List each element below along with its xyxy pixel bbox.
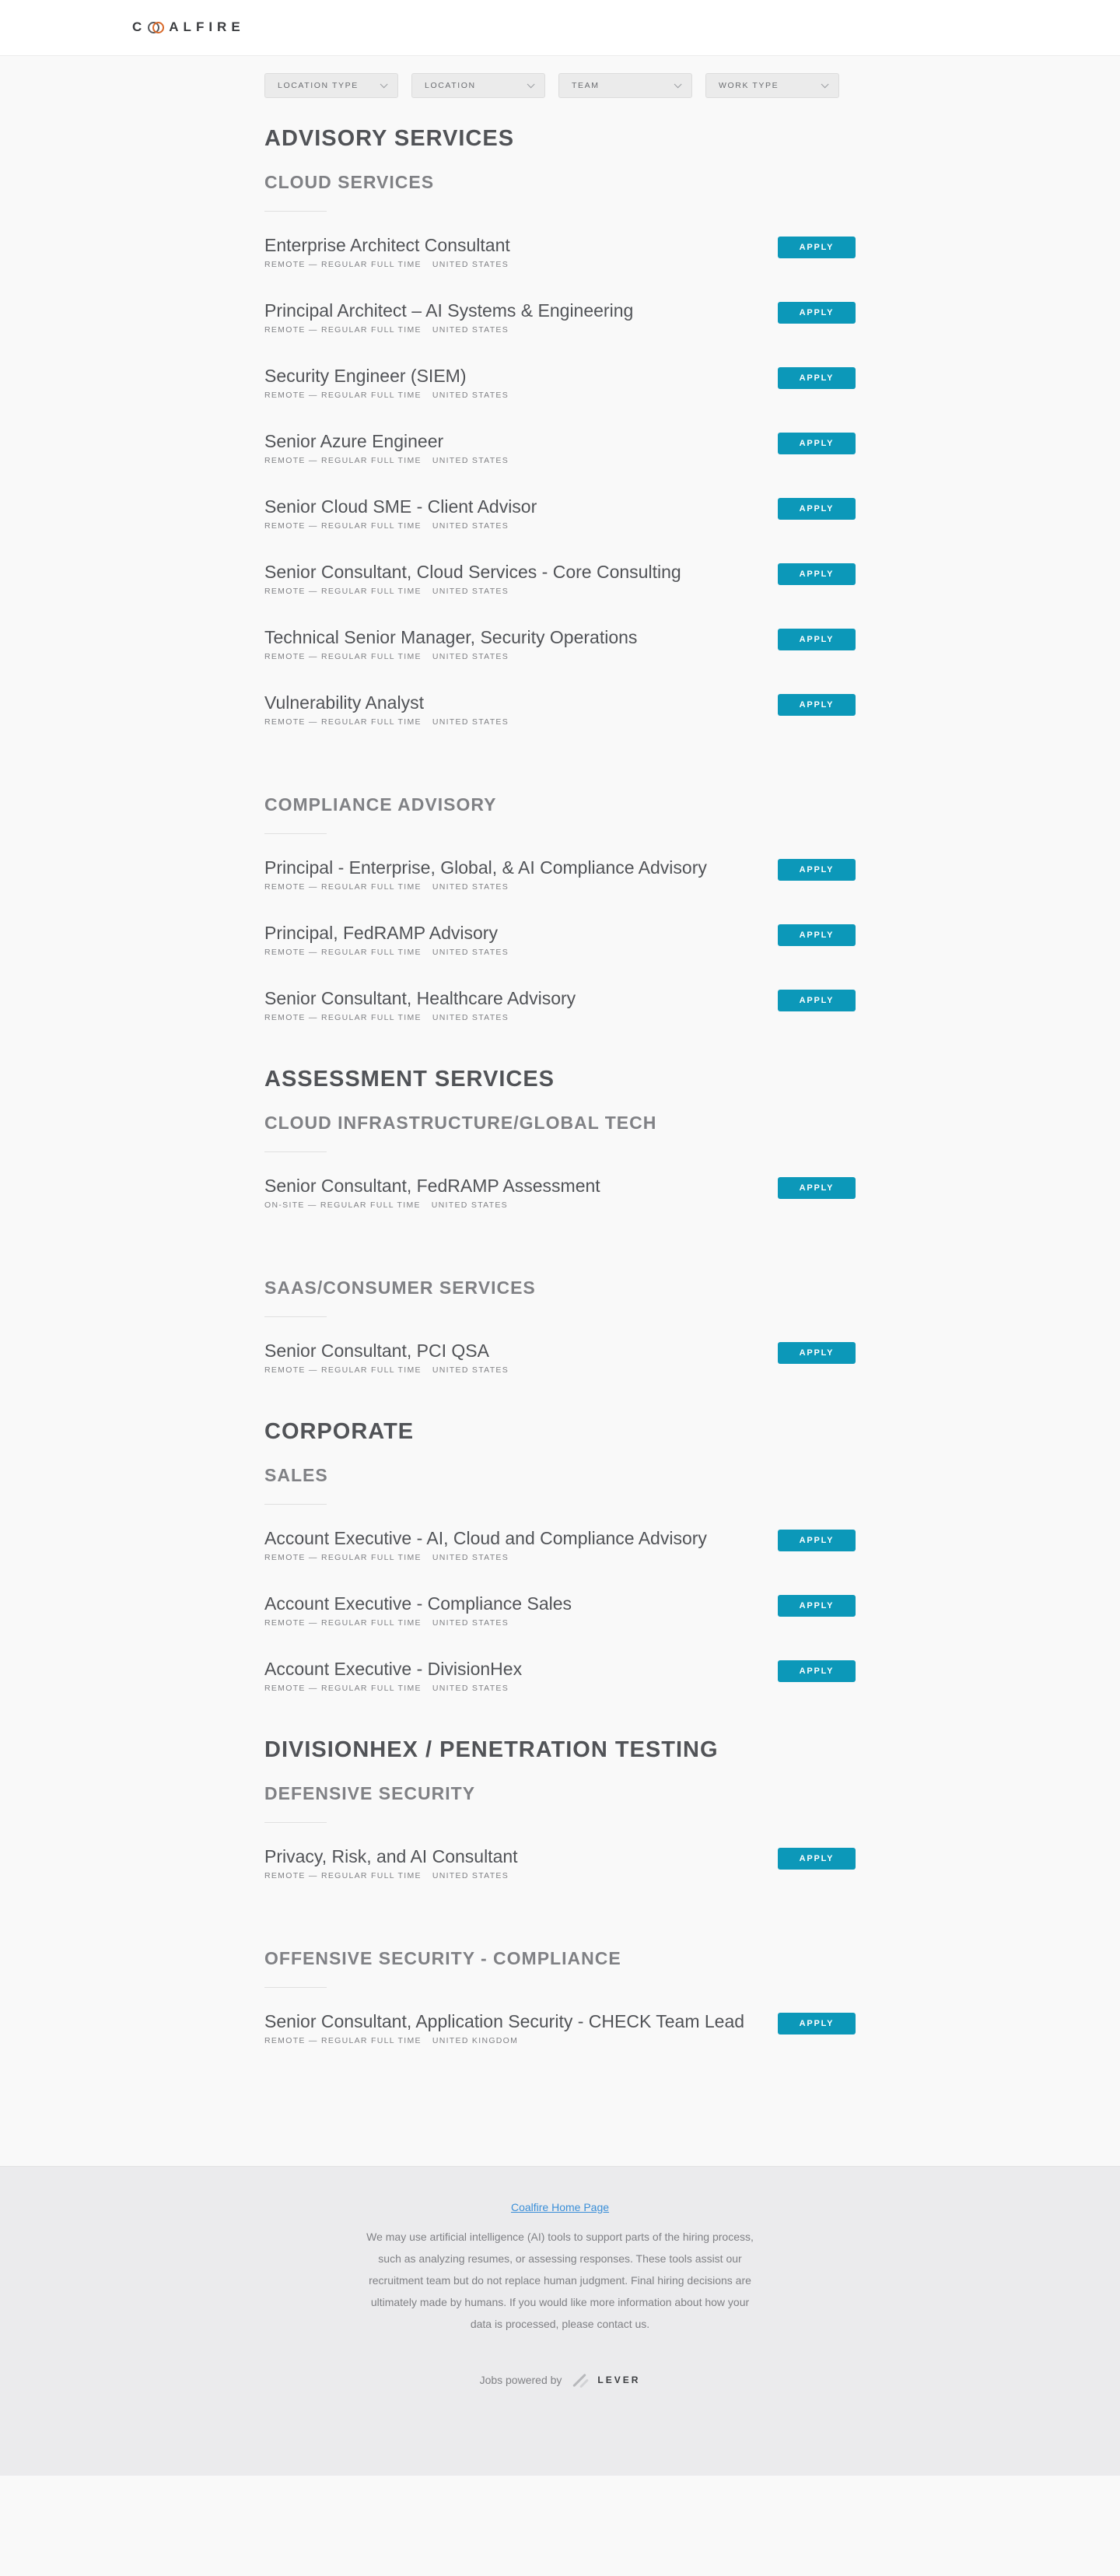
job-location: UNITED STATES: [432, 652, 509, 661]
job-title-link[interactable]: Account Executive - Compliance Sales: [264, 1593, 572, 1614]
job-title-link[interactable]: Senior Consultant, PCI QSA: [264, 1341, 489, 1361]
job-commitment: REMOTE — REGULAR FULL TIME: [264, 587, 422, 596]
logo-letter: C: [132, 19, 147, 34]
coalfire-logo[interactable]: [132, 19, 245, 36]
chevron-down-icon: [527, 80, 535, 88]
job-location: UNITED STATES: [432, 717, 509, 727]
filter-location-type[interactable]: [264, 73, 398, 98]
apply-button[interactable]: APPLY: [778, 367, 856, 389]
apply-button[interactable]: APPLY: [778, 302, 856, 324]
lever-text: LEVER: [597, 2374, 641, 2385]
team-heading: SALES: [264, 1465, 328, 1485]
job-posting[interactable]: [264, 1330, 856, 1396]
job-title-link[interactable]: Senior Consultant, Cloud Services - Core Consulting: [264, 562, 681, 582]
team-heading: SAAS/CONSUMER SERVICES: [264, 1277, 536, 1298]
job-location: UNITED STATES: [432, 1618, 509, 1628]
spacer: [264, 2066, 856, 2166]
divider: [264, 1822, 327, 1823]
job-posting[interactable]: [264, 1649, 856, 1714]
job-posting[interactable]: [264, 552, 856, 617]
filter-label: LOCATION: [425, 81, 476, 90]
job-commitment: REMOTE — REGULAR FULL TIME: [264, 882, 422, 892]
job-commitment: REMOTE — REGULAR FULL TIME: [264, 1553, 422, 1562]
chevron-down-icon: [674, 80, 682, 88]
divider: [264, 1504, 327, 1505]
job-posting[interactable]: [264, 356, 856, 421]
job-posting[interactable]: [264, 225, 856, 290]
divider: [264, 833, 327, 834]
job-meta: [264, 1871, 856, 1880]
footer: [0, 2166, 1120, 2476]
job-meta: [264, 260, 856, 269]
job-title-link[interactable]: Senior Consultant, Application Security - CHECK Team Lead: [264, 2011, 745, 2031]
apply-button[interactable]: APPLY: [778, 924, 856, 946]
divider: [264, 1316, 327, 1317]
department-heading: ASSESSMENT SERVICES: [264, 1067, 555, 1092]
job-commitment: REMOTE — REGULAR FULL TIME: [264, 1684, 422, 1693]
powered-by-text: Jobs powered by: [479, 2374, 562, 2386]
filter-label: TEAM: [572, 81, 600, 90]
job-commitment: REMOTE — REGULAR FULL TIME: [264, 717, 422, 727]
job-commitment: REMOTE — REGULAR FULL TIME: [264, 456, 422, 465]
job-posting[interactable]: [264, 290, 856, 356]
apply-button[interactable]: APPLY: [778, 1177, 856, 1199]
job-commitment: REMOTE — REGULAR FULL TIME: [264, 1013, 422, 1022]
apply-button[interactable]: APPLY: [778, 498, 856, 520]
filter-location[interactable]: [411, 73, 545, 98]
job-posting[interactable]: [264, 421, 856, 486]
job-location: UNITED STATES: [432, 1365, 509, 1375]
team-heading: OFFENSIVE SECURITY - COMPLIANCE: [264, 1948, 621, 1968]
divider: [264, 211, 327, 212]
logo-ring-icon: [148, 22, 159, 33]
departments: [264, 128, 856, 2066]
job-location: UNITED STATES: [432, 1684, 509, 1693]
job-location: UNITED STATES: [432, 587, 509, 596]
job-title-link[interactable]: Account Executive - DivisionHex: [264, 1659, 523, 1679]
top-bar: [0, 0, 1120, 56]
job-meta: [264, 1618, 856, 1628]
filter-label: LOCATION TYPE: [278, 81, 359, 90]
job-posting[interactable]: [264, 847, 856, 913]
job-posting[interactable]: [264, 2001, 856, 2066]
team-heading: CLOUD INFRASTRUCTURE/GLOBAL TECH: [264, 1113, 657, 1133]
apply-button[interactable]: APPLY: [778, 1660, 856, 1682]
job-location: UNITED STATES: [432, 456, 509, 465]
job-meta: [264, 1013, 856, 1022]
job-commitment: REMOTE — REGULAR FULL TIME: [264, 260, 422, 269]
job-title-link[interactable]: Senior Consultant, FedRAMP Assessment: [264, 1176, 600, 1196]
job-commitment: REMOTE — REGULAR FULL TIME: [264, 652, 422, 661]
job-title-link[interactable]: Principal - Enterprise, Global, & AI Compliance Advisory: [264, 857, 707, 878]
job-commitment: REMOTE — REGULAR FULL TIME: [264, 325, 422, 335]
job-meta: [264, 2036, 856, 2045]
job-posting[interactable]: [264, 617, 856, 682]
filter-work-type[interactable]: [705, 73, 839, 98]
chevron-down-icon: [380, 80, 388, 88]
job-commitment: REMOTE — REGULAR FULL TIME: [264, 1871, 422, 1880]
apply-button[interactable]: APPLY: [778, 1595, 856, 1617]
job-location: UNITED STATES: [432, 260, 509, 269]
job-location: UNITED KINGDOM: [432, 2036, 519, 2045]
job-meta: [264, 717, 856, 727]
job-meta: [264, 1553, 856, 1562]
job-title-link[interactable]: Vulnerability Analyst: [264, 692, 424, 713]
job-posting[interactable]: [264, 978, 856, 1043]
powered-by: [0, 2372, 1120, 2388]
postings-list: [264, 56, 856, 2166]
apply-button[interactable]: APPLY: [778, 2013, 856, 2035]
job-posting[interactable]: [264, 913, 856, 978]
ai-notice: We may use artificial intelligence (AI) tools to support parts of the hiring process, such as analyzing resumes, or assessing responses. These tools assist our recruitment team but do not replace human judgment. Final hiring decisions are ultimately made by humans. If you would like more information about how your data is processed, please contact us.: [366, 2231, 754, 2330]
job-location: UNITED STATES: [432, 521, 509, 531]
apply-button[interactable]: APPLY: [778, 433, 856, 454]
job-title-link[interactable]: Account Executive - AI, Cloud and Compliance Advisory: [264, 1528, 707, 1548]
job-title-link[interactable]: Enterprise Architect Consultant: [264, 235, 510, 255]
job-commitment: REMOTE — REGULAR FULL TIME: [264, 1365, 422, 1375]
team-heading: COMPLIANCE ADVISORY: [264, 794, 497, 815]
job-meta: [264, 521, 856, 531]
job-title-link[interactable]: Senior Cloud SME - Client Advisor: [264, 496, 537, 517]
job-commitment: REMOTE — REGULAR FULL TIME: [264, 2036, 422, 2045]
lever-mark-icon: [571, 2372, 591, 2388]
job-meta: [264, 1365, 856, 1375]
job-posting[interactable]: [264, 682, 856, 748]
filter-bar: [264, 56, 856, 98]
apply-button[interactable]: APPLY: [778, 1342, 856, 1364]
job-location: UNITED STATES: [431, 1200, 508, 1210]
apply-button[interactable]: APPLY: [778, 859, 856, 881]
home-page-link[interactable]: Coalfire Home Page: [510, 2201, 610, 2213]
job-title-link[interactable]: Principal Architect – AI Systems & Engineering: [264, 300, 634, 321]
job-title-link[interactable]: Security Engineer (SIEM): [264, 366, 467, 386]
job-meta: [264, 325, 856, 335]
apply-button[interactable]: APPLY: [778, 1848, 856, 1870]
job-meta: [264, 948, 856, 957]
job-commitment: ON-SITE — REGULAR FULL TIME: [264, 1200, 421, 1210]
divider: [264, 1987, 327, 1988]
department-heading: DIVISIONHEX / PENETRATION TESTING: [264, 1737, 719, 1762]
job-meta: [264, 1200, 856, 1210]
job-posting[interactable]: [264, 486, 856, 552]
job-commitment: REMOTE — REGULAR FULL TIME: [264, 948, 422, 957]
job-location: UNITED STATES: [432, 1871, 509, 1880]
job-meta: [264, 1684, 856, 1693]
team-heading: CLOUD SERVICES: [264, 172, 435, 192]
job-meta: [264, 587, 856, 596]
job-location: UNITED STATES: [432, 1013, 509, 1022]
job-location: UNITED STATES: [432, 882, 509, 892]
job-meta: [264, 391, 856, 400]
team-heading: DEFENSIVE SECURITY: [264, 1783, 476, 1803]
job-posting[interactable]: [264, 1165, 856, 1231]
job-title-link[interactable]: Principal, FedRAMP Advisory: [264, 923, 498, 943]
department-heading: CORPORATE: [264, 1419, 415, 1444]
apply-button[interactable]: APPLY: [778, 237, 856, 258]
job-commitment: REMOTE — REGULAR FULL TIME: [264, 1618, 422, 1628]
job-location: UNITED STATES: [432, 1553, 509, 1562]
job-posting[interactable]: [264, 1836, 856, 1901]
job-title-link[interactable]: Technical Senior Manager, Security Operations: [264, 627, 638, 647]
job-location: UNITED STATES: [432, 325, 509, 335]
filter-team[interactable]: [558, 73, 692, 98]
apply-button[interactable]: APPLY: [778, 1530, 856, 1551]
department-heading: ADVISORY SERVICES: [264, 126, 515, 151]
job-posting[interactable]: [264, 1583, 856, 1649]
job-title-link[interactable]: Senior Azure Engineer: [264, 431, 444, 451]
chevron-down-icon: [821, 80, 829, 88]
logo-text: ALFIRE: [169, 19, 245, 34]
job-meta: [264, 882, 856, 892]
lever-logo[interactable]: [571, 2372, 640, 2388]
divider: [264, 1151, 327, 1152]
job-location: UNITED STATES: [432, 391, 509, 400]
job-commitment: REMOTE — REGULAR FULL TIME: [264, 521, 422, 531]
job-location: UNITED STATES: [432, 948, 509, 957]
job-meta: [264, 652, 856, 661]
job-title-link[interactable]: Privacy, Risk, and AI Consultant: [264, 1846, 518, 1866]
job-commitment: REMOTE — REGULAR FULL TIME: [264, 391, 422, 400]
job-posting[interactable]: [264, 1518, 856, 1583]
job-meta: [264, 456, 856, 465]
apply-button[interactable]: APPLY: [778, 563, 856, 585]
job-title-link[interactable]: Senior Consultant, Healthcare Advisory: [264, 988, 576, 1008]
apply-button[interactable]: APPLY: [778, 694, 856, 716]
apply-button[interactable]: APPLY: [778, 629, 856, 650]
filter-label: WORK TYPE: [719, 81, 779, 90]
apply-button[interactable]: APPLY: [778, 990, 856, 1011]
